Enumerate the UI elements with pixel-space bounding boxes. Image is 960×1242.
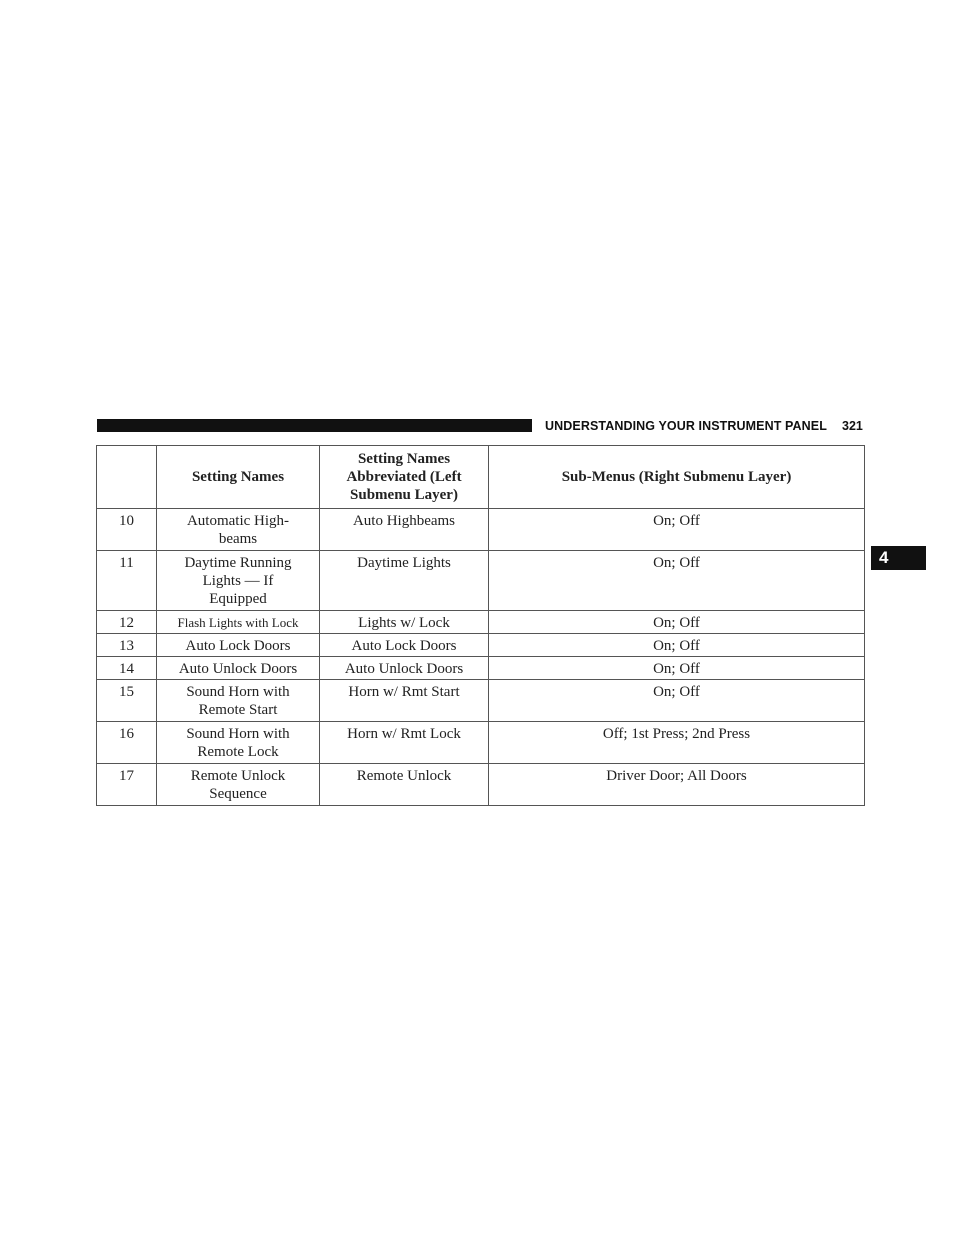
setting-name: Remote Unlock Sequence [157, 764, 320, 806]
table-row [97, 764, 865, 806]
table-header-row [97, 446, 865, 509]
row-number: 16 [97, 722, 157, 764]
row-number: 15 [97, 680, 157, 722]
setting-name: Sound Horn with Remote Start [157, 680, 320, 722]
table-row [97, 611, 865, 634]
row-number: 12 [97, 611, 157, 634]
column-header-abbreviated: Setting Names Abbreviated (Left Submenu Layer) [320, 446, 489, 509]
table-row [97, 509, 865, 551]
chapter-tab: 4 [871, 546, 926, 570]
page-number: 321 [842, 419, 863, 433]
setting-abbreviation: Auto Lock Doors [320, 634, 489, 657]
setting-submenu: Off; 1st Press; 2nd Press [489, 722, 865, 764]
column-header-sub-menus: Sub-Menus (Right Submenu Layer) [489, 446, 865, 509]
setting-submenu: On; Off [489, 680, 865, 722]
row-number: 17 [97, 764, 157, 806]
column-header-setting-names: Setting Names [157, 446, 320, 509]
setting-name: Daytime Running Lights — If Equipped [157, 551, 320, 611]
row-number: 11 [97, 551, 157, 611]
setting-submenu: Driver Door; All Doors [489, 764, 865, 806]
setting-abbreviation: Auto Unlock Doors [320, 657, 489, 680]
setting-submenu: On; Off [489, 509, 865, 551]
column-header-number [97, 446, 157, 509]
setting-name: Sound Horn with Remote Lock [157, 722, 320, 764]
setting-abbreviation: Daytime Lights [320, 551, 489, 611]
table-row [97, 680, 865, 722]
row-number: 14 [97, 657, 157, 680]
setting-name: Flash Lights with Lock [157, 611, 320, 634]
settings-table [96, 445, 865, 806]
setting-name: Auto Unlock Doors [157, 657, 320, 680]
row-number: 13 [97, 634, 157, 657]
setting-submenu: On; Off [489, 551, 865, 611]
header-rule-bar [97, 419, 532, 432]
setting-submenu: On; Off [489, 657, 865, 680]
setting-name: Automatic High-beams [157, 509, 320, 551]
setting-submenu: On; Off [489, 634, 865, 657]
setting-abbreviation: Horn w/ Rmt Start [320, 680, 489, 722]
setting-abbreviation: Remote Unlock [320, 764, 489, 806]
section-title: UNDERSTANDING YOUR INSTRUMENT PANEL [545, 419, 827, 433]
setting-name: Auto Lock Doors [157, 634, 320, 657]
table-row [97, 722, 865, 764]
setting-abbreviation: Lights w/ Lock [320, 611, 489, 634]
table-row [97, 551, 865, 611]
row-number: 10 [97, 509, 157, 551]
table-row [97, 657, 865, 680]
setting-submenu: On; Off [489, 611, 865, 634]
setting-abbreviation: Auto Highbeams [320, 509, 489, 551]
table-row [97, 634, 865, 657]
setting-abbreviation: Horn w/ Rmt Lock [320, 722, 489, 764]
